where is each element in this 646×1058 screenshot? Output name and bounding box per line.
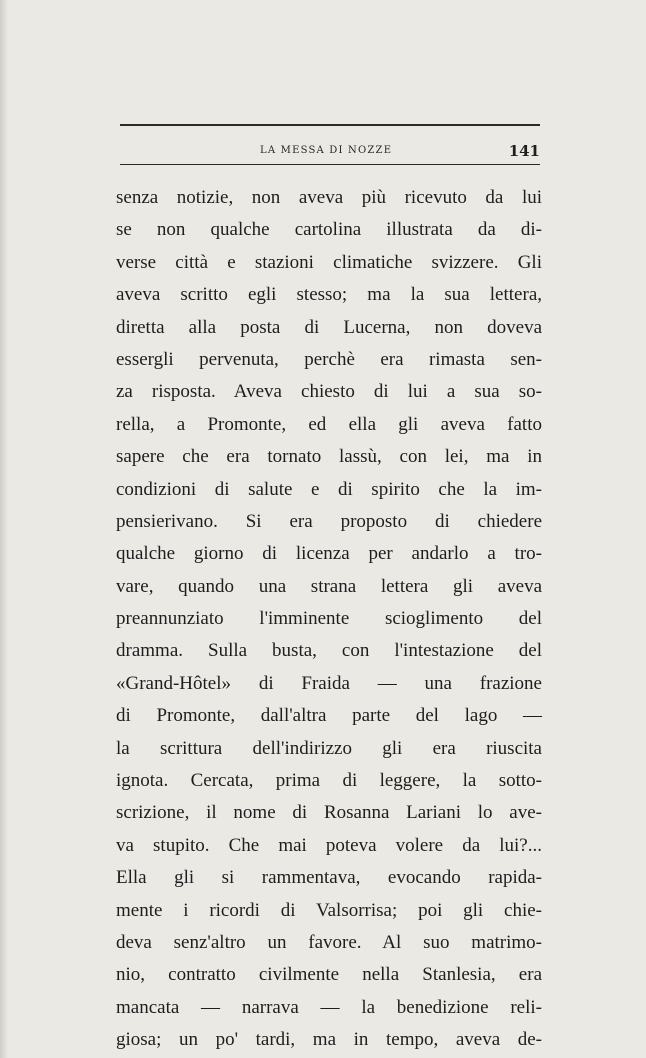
text-line: pensierivano. Si era proposto di chiedere: [116, 510, 542, 532]
text-line: nio, contratto civilmente nella Stanlesia, era: [116, 964, 542, 986]
text-line: condizioni di salute e di spirito che la im-: [116, 478, 542, 500]
text-line: se non qualche cartolina illustrata da di-: [116, 219, 542, 241]
text-line: essergli pervenuta, perchè era rimasta sen-: [116, 348, 542, 370]
text-line: sapere che era tornato lassù, con lei, ma in: [116, 446, 542, 468]
text-line: la scrittura dell'indirizzo gli era riuscita: [116, 737, 542, 759]
text-line: za risposta. Aveva chiesto di lui a sua so-: [116, 381, 542, 403]
header-rule-bottom: [120, 164, 540, 165]
text-line: qualche giorno di licenza per andarlo a tro-: [116, 543, 542, 565]
text-line: va stupito. Che mai poteva volere da lui?...: [116, 834, 542, 856]
running-title: LA MESSA DI NOZZE: [260, 145, 393, 156]
text-line: mente i ricordi di Valsorrisa; poi gli chie-: [116, 899, 542, 921]
text-line: senza notizie, non aveva più ricevuto da lui: [116, 187, 542, 208]
text-line: deva senz'altro un favore. Al suo matrimo-: [116, 931, 542, 953]
text-line: ignota. Cercata, prima di leggere, la sotto-: [116, 770, 542, 792]
text-line: verse città e stazioni climatiche svizzere. Gli: [116, 251, 542, 273]
text-line: rella, a Promonte, ed ella gli aveva fatto: [116, 413, 542, 435]
page-left-edge-shadow: [0, 0, 8, 1058]
header-rule-top: [120, 124, 540, 126]
text-line: aveva scritto egli stesso; ma la sua lettera,: [116, 284, 542, 306]
text-line: preannunziato l'imminente scioglimento del: [116, 608, 542, 630]
running-header: [120, 142, 542, 164]
body-text: [116, 182, 542, 1057]
text-line: mancata — narrava — la benedizione reli-: [116, 996, 542, 1018]
page-number: 141: [508, 142, 540, 160]
text-line: di Promonte, dall'altra parte del lago —: [116, 705, 542, 727]
text-line: scrizione, il nome di Rosanna Lariani lo ave-: [116, 802, 542, 824]
text-line: dramma. Sulla busta, con l'intestazione del: [116, 640, 542, 662]
text-line: «Grand-Hôtel» di Fraida — una frazione: [116, 672, 542, 694]
text-line: Ella gli si rammentava, evocando rapida-: [116, 867, 542, 889]
text-line: vare, quando una strana lettera gli aveva: [116, 575, 542, 597]
text-line: giosa; un po' tardi, ma in tempo, aveva de-: [116, 1029, 542, 1051]
text-line: diretta alla posta di Lucerna, non doveva: [116, 316, 542, 338]
